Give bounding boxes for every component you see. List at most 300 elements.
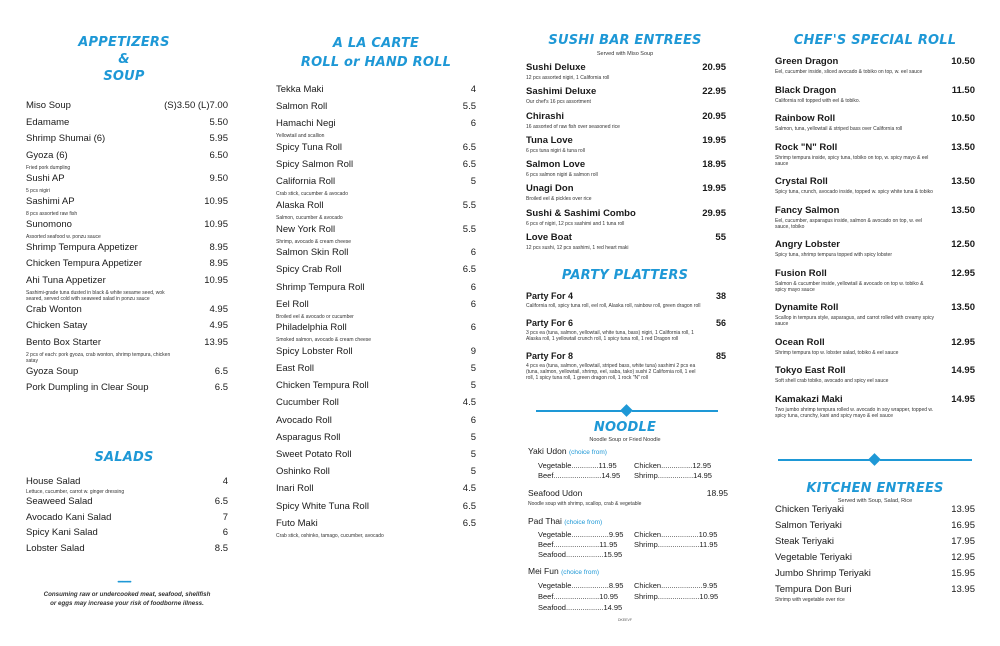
menu-item [276, 380, 476, 392]
kitchen-heading: KITCHEN ENTREES [806, 481, 944, 496]
kitchen-divider [778, 455, 970, 465]
menu-item-price: 5 [470, 431, 476, 443]
menu-item [26, 527, 228, 539]
menu-item-price: 9.50 [209, 172, 228, 184]
menu-item-row [276, 501, 476, 513]
menu-item-row [26, 476, 228, 488]
menu-item-row [775, 268, 975, 280]
menu-item-row [775, 337, 975, 349]
menu-item-row [276, 282, 476, 294]
menu-item-desc: Shrimp, avocado & cream cheese [276, 238, 352, 245]
alacarte-heading [272, 34, 480, 72]
menu-item-name: Dynamite Roll [775, 302, 839, 313]
menu-item-row [276, 159, 476, 171]
menu-item [526, 350, 726, 381]
menu-item [26, 304, 228, 316]
menu-item-price: 6 [470, 298, 476, 310]
menu-item [276, 224, 476, 245]
menu-item-name: California Roll [276, 176, 336, 188]
menu-item [526, 232, 726, 251]
menu-item-desc: Salmon & cucumber inside, yellowtail & avocado on top w. tobiko & spicy mayo sauce [775, 280, 924, 293]
menu-item-row [26, 173, 228, 185]
menu-item-price: 85 [715, 351, 726, 361]
menu-item-desc: Soft shell crab tobiko, avocado and spicy eel sauce [775, 378, 889, 384]
meifun-shrimp-price: Shrimp....................10.95 [634, 592, 719, 601]
menu-item-row [775, 365, 975, 377]
menu-item-price: 11.50 [951, 84, 975, 96]
menu-item-price: 29.95 [702, 207, 726, 219]
menu-item-row [276, 200, 476, 212]
menu-item [26, 133, 228, 145]
mei-fun-name: Mei Fun [528, 566, 559, 576]
menu-item-row [26, 512, 228, 524]
menu-item-name: Salmon Skin Roll [276, 247, 349, 259]
menu-item-price: 5 [470, 449, 476, 460]
menu-item-name: Shrimp Shumai (6) [26, 133, 106, 144]
menu-item-name: Spicy White Tuna Roll [276, 500, 369, 512]
menu-item [276, 363, 476, 375]
menu-item-row [526, 350, 726, 362]
menu-item-desc: Our chef's 16 pcs assortment [526, 99, 591, 106]
menu-item-price: 4 [222, 476, 228, 487]
pad-thai-name: Pad Thai [528, 516, 562, 526]
menu-item-name: Sashimi Deluxe [526, 86, 597, 98]
menu-item-desc: Salmon, tuna, yellowtail & striped bass over California roll [775, 126, 903, 132]
menu-item [775, 504, 975, 516]
menu-item-name: Inari Roll [276, 483, 314, 495]
appetizers-title: APPETIZERS [78, 35, 170, 50]
menu-item-name: Chicken Teriyaki [775, 504, 844, 515]
menu-item-row [526, 232, 726, 244]
mei-fun-choice: (choice from) [561, 569, 600, 576]
menu-item-price: 9 [470, 345, 476, 357]
menu-item-name: Vegetable Teriyaki [775, 552, 852, 563]
menu-item-desc: 12 pcs sushi, 12 pcs sashimi, 1 red heart maki [526, 245, 629, 252]
pad-thai-choice: (choice from) [564, 519, 603, 526]
menu-item [526, 111, 726, 130]
menu-item [26, 242, 228, 254]
menu-item-price: 13.50 [951, 141, 975, 153]
menu-item-name: Party For 8 [526, 351, 574, 361]
menu-item [775, 302, 975, 327]
yaki-udon-choice: (choice from) [568, 449, 607, 456]
menu-item-name: Oshinko Roll [276, 466, 330, 478]
menu-item-desc: Fried pork dumpling [26, 164, 71, 171]
menu-item-price: 20.95 [702, 110, 726, 122]
menu-item-name: Tempura Don Buri [775, 584, 852, 595]
menu-item-row [26, 320, 228, 332]
menu-item [526, 62, 726, 81]
menu-item-name: Philadelphia Roll [276, 322, 347, 334]
menu-item-row [526, 135, 726, 147]
menu-item [26, 173, 228, 194]
menu-item-price: 55 [715, 232, 726, 244]
menu-item-row [276, 432, 476, 444]
menu-item-price: 6.50 [209, 149, 228, 161]
party-heading: PARTY PLATTERS [561, 268, 689, 283]
menu-item-name: Alaska Roll [276, 199, 324, 211]
menu-item-name: East Roll [276, 363, 315, 375]
menu-item [26, 258, 228, 270]
menu-item [775, 85, 975, 104]
menu-item [26, 366, 228, 378]
menu-item-price: 8.95 [209, 241, 228, 253]
menu-item-desc: Sashimi-grade tuna dusted in black & white sesame seed, wok seared, served cold with seaweed salad in ponzu sauce [26, 289, 165, 302]
menu-item-row [775, 536, 975, 548]
menu-item-price: 20.95 [702, 62, 726, 73]
menu-item-price: 4.5 [462, 483, 476, 495]
menu-item-row [276, 224, 476, 236]
menu-item [276, 159, 476, 171]
menu-item-row [775, 113, 975, 125]
menu-item-row [276, 142, 476, 154]
menu-item-price: 5 [470, 380, 476, 392]
menu-item-row [276, 449, 476, 461]
menu-item-price: 6 [222, 527, 228, 538]
menu-item-row [276, 483, 476, 495]
menu-item-price: 13.95 [951, 504, 975, 515]
padthai-seafood-price: Seafood..................15.95 [538, 550, 623, 559]
kitchen-subtitle: Served with Soup, Salad, Rice [837, 498, 913, 504]
menu-item-row [26, 527, 228, 539]
menu-item [26, 320, 228, 332]
menu-item [276, 247, 476, 259]
yaki-chicken-price: Chicken...............12.95 [634, 461, 712, 470]
menu-item-row [26, 133, 228, 145]
menu-item-row [775, 520, 975, 532]
menu-item-price: 10.95 [204, 218, 228, 230]
menu-item-desc: 4 pcs ea (tuna, salmon, yellowtail, striped bass, white tuna) sashimi 2 pcs ea (tuna, salmon, yellowtail, shrimp, eel, saba, tako) sushi 2 California roll, 1 eel roll, 1 spicy tuna roll, 1 green dragon roll, 1 rock "N" roll [526, 363, 696, 381]
menu-item-price: 5 [470, 363, 476, 375]
menu-item-row [276, 518, 476, 530]
menu-item [26, 219, 228, 240]
menu-item-price: 38 [715, 291, 726, 301]
menu-item-name: Jumbo Shrimp Teriyaki [775, 568, 871, 579]
menu-item-name: Lobster Salad [26, 542, 85, 554]
menu-item [276, 518, 476, 539]
yaki-beef-price: Beef.......................14.95 [538, 471, 621, 480]
menu-item-price: 16.95 [951, 520, 975, 531]
sushibar-list [526, 62, 726, 256]
menu-item [276, 466, 476, 478]
menu-item-name: Rainbow Roll [775, 113, 836, 124]
menu-item [276, 501, 476, 513]
menu-item [276, 432, 476, 444]
menu-item [276, 449, 476, 461]
menu-item-name: Black Dragon [775, 84, 837, 96]
menu-item-name: Spicy Salmon Roll [276, 159, 354, 171]
menu-item-name: Tekka Maki [276, 84, 324, 95]
menu-item-price: 12.50 [951, 239, 975, 250]
decorative-dots: •••••••••••• [117, 580, 131, 586]
menu-item [775, 239, 975, 258]
menu-item-desc: Broiled eel & pickles over rice [526, 196, 592, 203]
menu-item [526, 159, 726, 178]
appetizers-ampersand: & [118, 52, 130, 67]
menu-item [775, 365, 975, 384]
menu-item-row [526, 290, 726, 302]
menu-item-price: 13.95 [204, 336, 228, 348]
menu-item-name: Unagi Don [526, 183, 574, 195]
menu-item-name: Salmon Roll [276, 101, 328, 113]
menu-item-row [26, 219, 228, 231]
padthai-chicken-price: Chicken..................10.95 [634, 530, 718, 539]
menu-item [26, 117, 228, 129]
menu-item-price: 17.95 [951, 536, 975, 547]
padthai-shrimp-price: Shrimp....................11.95 [634, 540, 718, 549]
menu-item-name: Crystal Roll [775, 176, 828, 187]
menu-item-price: 5.5 [462, 199, 476, 211]
meifun-seafood-price: Seafood..................14.95 [538, 603, 623, 612]
menu-item-price: 13.50 [951, 176, 975, 187]
menu-item-row [26, 196, 228, 208]
menu-item-row [775, 176, 975, 188]
menu-item-name: Pork Dumpling in Clear Soup [26, 382, 149, 393]
menu-item-name: Edamame [26, 116, 70, 128]
menu-item-name: Chicken Tempura Roll [276, 380, 369, 392]
meifun-veg-price: Vegetable..................8.95 [538, 581, 624, 590]
menu-item-price: 6 [470, 281, 476, 293]
kitchen-list [775, 504, 975, 605]
menu-item-row [775, 504, 975, 516]
menu-item-row [276, 176, 476, 188]
menu-item-name: Love Boat [526, 232, 572, 244]
divider-line-right [632, 410, 718, 412]
menu-item [26, 476, 228, 495]
menu-item-name: Ocean Roll [775, 336, 825, 348]
menu-item [26, 150, 228, 171]
menu-item-row [276, 397, 476, 409]
menu-item-row [26, 366, 228, 378]
menu-item-row [526, 208, 726, 220]
menu-item [775, 568, 975, 580]
menu-item-desc: Shrimp with vegetable over rice [775, 597, 845, 603]
menu-item-desc: 16 assorted of raw fish over seasoned rice [526, 123, 620, 130]
menu-item-desc: Scallop in tempura style, asparagus, and carrot rolled with creamy spicy sauce [775, 315, 934, 327]
menu-item-price: 56 [715, 318, 726, 328]
divider-line-right [880, 459, 972, 461]
menu-item-name: Green Dragon [775, 56, 839, 67]
menu-item [26, 100, 228, 112]
appetizers-heading [74, 34, 174, 85]
menu-item-row [775, 552, 975, 564]
menu-item-row [26, 496, 228, 508]
menu-item-price: 5 [470, 176, 476, 188]
seafood-udon-name: Seafood Udon [528, 488, 583, 498]
menu-item [276, 118, 476, 139]
menu-item [26, 196, 228, 217]
menu-item-price: 6 [470, 118, 476, 130]
mei-fun [528, 566, 728, 578]
menu-item-name: Hamachi Negi [276, 118, 336, 130]
menu-item-name: Gyoza (6) [26, 149, 68, 161]
menu-item-price: 6.5 [214, 496, 228, 507]
menu-item-price: 4.95 [209, 320, 228, 331]
menu-item-desc: Lettuce, cucumber, carrot w. ginger dressing [26, 489, 125, 495]
menu-item-desc: California roll topped with eel & tobiko. [775, 97, 861, 104]
divider-diamond [620, 404, 633, 417]
menu-item-row [276, 466, 476, 478]
menu-item-name: Seaweed Salad [26, 496, 93, 507]
menu-item-price: 7 [222, 511, 228, 523]
menu-item-price: 13.50 [951, 204, 975, 216]
menu-item [526, 317, 726, 342]
menu-item-desc: 3 pcs ea (tuna, salmon, yellowtail, white tuna, bass) nigiri, 1 California roll, 1 Alaska roll, 1 yellowtail crunch roll, 1 spicy tuna roll, 1 red Dragon roll [526, 330, 694, 342]
soup-title: SOUP [103, 69, 145, 84]
warning-line-2: or eggs may increase your risk of foodborne illness. [50, 600, 204, 607]
menu-item-desc: 5 pcs nigiri [26, 187, 50, 194]
menu-item-price: 13.95 [951, 584, 975, 595]
menu-item-row [26, 275, 228, 287]
menu-item-row [775, 85, 975, 97]
menu-item-row [775, 56, 975, 68]
divider-line-left [536, 410, 622, 412]
menu-item [775, 268, 975, 293]
menu-item-name: Avocado Kani Salad [26, 511, 112, 523]
menu-item-row [775, 239, 975, 251]
menu-item-row [775, 394, 975, 406]
menu-item-price: 6.5 [462, 141, 476, 153]
food-warning [26, 590, 228, 608]
menu-item-desc: Yellowtail and scallion [276, 133, 325, 140]
menu-item-name: Ahi Tuna Appetizer [26, 274, 106, 286]
menu-item-price: 19.95 [702, 134, 726, 146]
menu-item-name: New York Roll [276, 223, 336, 235]
menu-item-row [26, 304, 228, 316]
menu-item-desc: Crab stick, cucumber & avocado [276, 191, 348, 198]
noodle-divider [536, 406, 716, 416]
seafood-udon-desc: Noodle soup with shrimp, scallop, crab & vegetable [528, 501, 642, 507]
menu-item-desc: California roll, spicy tuna roll, eel roll, Alaska roll, rainbow roll, green dragon roll [526, 303, 701, 309]
menu-item-desc: 2 pcs of each: pork gyoza, crab wonton, shrimp tempura, chicken satay [26, 351, 171, 364]
menu-item-name: Fancy Salmon [775, 204, 840, 216]
menu-item [526, 208, 726, 227]
menu-item-name: Salmon Love [526, 159, 586, 171]
menu-item-desc: 6 pcs salmon nigiri & salmon roll [526, 172, 598, 179]
menu-item-row [26, 543, 228, 555]
yaki-veg-price: Vegetable.............11.95 [538, 461, 617, 470]
menu-item-price: 6 [470, 247, 476, 259]
menu-item [276, 176, 476, 197]
menu-item-price: 6.5 [214, 365, 228, 377]
menu-item-name: Sweet Potato Roll [276, 449, 352, 460]
menu-item-price: 6.5 [462, 500, 476, 512]
menu-item-name: Avocado Roll [276, 414, 332, 426]
menu-item-row [526, 86, 726, 98]
menu-item-desc: Smoked salmon, avocado & cream cheese [276, 337, 372, 344]
menu-item-price: 10.95 [204, 274, 228, 286]
menu-item [775, 56, 975, 75]
menu-item-price: 12.95 [951, 552, 975, 563]
menu-item-price: 10.50 [951, 56, 975, 67]
menu-item-desc: 6 pcs tuna nigiri & tuna roll [526, 147, 585, 154]
menu-item [276, 397, 476, 409]
menu-item-name: Sushi AP [26, 172, 65, 184]
menu-item-desc: 6 pcs of nigiri, 12 pcs sashimi and 1 tuna roll [526, 220, 625, 227]
menu-item-price: 12.95 [951, 336, 975, 348]
menu-item-desc: 8 pcs assorted raw fish [26, 210, 78, 217]
menu-item-name: Party For 6 [526, 318, 574, 328]
menu-item-row [26, 150, 228, 162]
menu-item [26, 337, 228, 364]
handroll-title: ROLL or HAND ROLL [300, 55, 452, 70]
menu-item [775, 113, 975, 132]
menu-item [775, 205, 975, 230]
menu-item-price: 4.95 [209, 303, 228, 315]
divider-diamond [868, 453, 881, 466]
menu-item [276, 282, 476, 294]
menu-item-row [526, 111, 726, 123]
menu-item-row [26, 337, 228, 349]
menu-item-price: 19.95 [702, 183, 726, 195]
party-list [526, 290, 726, 389]
menu-item-desc: Eel, cucumber inside, sliced avocado & tobiko on top, w. eel sauce [775, 69, 923, 75]
menu-item [775, 552, 975, 564]
menu-item-name: Spicy Kani Salad [26, 527, 98, 538]
seafood-udon-price: 18.95 [706, 488, 728, 498]
menu-item-name: Tuna Love [526, 134, 573, 146]
menu-item-name: Tokyo East Roll [775, 365, 846, 376]
menu-item-price: 5.95 [209, 133, 228, 144]
menu-item [775, 520, 975, 532]
menu-item-price: 4 [470, 84, 476, 95]
menu-item-row [276, 264, 476, 276]
menu-item-price: 6 [470, 414, 476, 426]
menu-item [276, 101, 476, 113]
menu-item-name: Shrimp Tempura Appetizer [26, 241, 138, 253]
menu-item-name: Angry Lobster [775, 239, 840, 250]
menu-item-name: Sushi Deluxe [526, 62, 586, 73]
yaki-shrimp-price: Shrimp.................14.95 [634, 471, 712, 480]
menu-item-row [276, 101, 476, 113]
menu-item-row [526, 159, 726, 171]
menu-item-name: House Salad [26, 476, 81, 487]
padthai-veg-price: Vegetable..................9.95 [538, 530, 624, 539]
meifun-beef-price: Beef......................10.95 [538, 592, 619, 601]
warning-line-1: Consuming raw or undercooked meat, seafood, shellfish [43, 591, 211, 598]
menu-item-price: 6.5 [462, 159, 476, 171]
menu-item-name: Crab Wonton [26, 303, 82, 315]
menu-item-row [276, 84, 476, 96]
menu-item-row [276, 322, 476, 334]
menu-item-price: 22.95 [702, 86, 726, 98]
menu-item-row [276, 346, 476, 358]
salads-heading: SALADS [94, 450, 154, 465]
menu-item-name: Party For 4 [526, 291, 574, 301]
menu-item-price: 6.5 [462, 264, 476, 276]
menu-item [276, 415, 476, 427]
menu-item-desc: Salmon, cucumber & avocado [276, 214, 343, 221]
menu-item-name: Shrimp Tempura Roll [276, 281, 365, 293]
yaki-udon [528, 446, 728, 458]
menu-item [276, 346, 476, 358]
menu-item-row [276, 247, 476, 259]
menu-item-row [276, 118, 476, 130]
menu-item-name: Gyoza Soup [26, 365, 79, 377]
menu-item [775, 584, 975, 603]
menu-item [526, 183, 726, 202]
menu-item [526, 290, 726, 309]
pad-thai [528, 516, 728, 528]
page-footer-code: DKEEVF [617, 618, 632, 622]
menu-item-name: Steak Teriyaki [775, 536, 834, 547]
menu-item-price: 14.95 [951, 365, 975, 376]
menu-item-desc: Spicy tuna, crunch, avocado inside, topped w. spicy white tuna & tobiko [775, 189, 933, 195]
menu-item-price: 6.5 [462, 517, 476, 529]
menu-item [26, 543, 228, 555]
menu-item-price: 14.95 [951, 393, 975, 405]
menu-item-desc: Shrimp tempura top w. lobster salad, tobiko & eel sauce [775, 349, 899, 356]
